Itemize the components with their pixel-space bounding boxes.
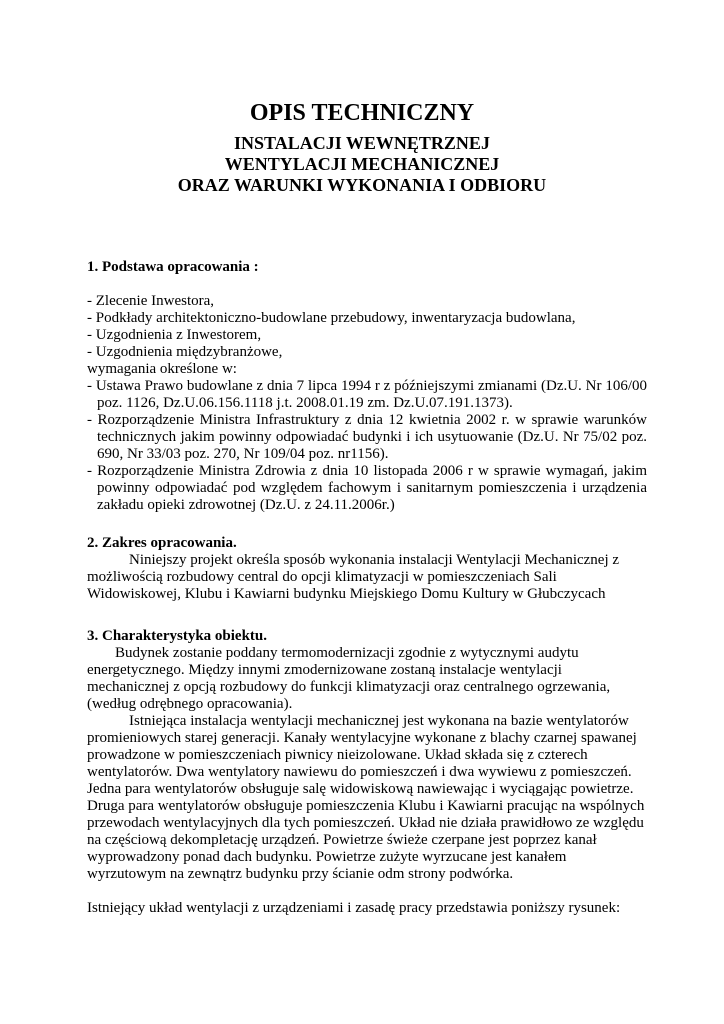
section-1-heading: 1. Podstawa opracowania : (87, 259, 259, 275)
regulation-item: - Rozporządzenie Ministra Infrastruktury z dnia 12 kwietnia 2002 r. w sprawie warunków technicznych jakim powinny odpowiadać budynki i ich usytuowanie (Dz.U. Nr 75/02 poz. 690, Nr 33/03 poz. 270, Nr 109/04 poz. nr1156). (87, 412, 647, 462)
section-1 (87, 259, 647, 514)
section-3-heading: 3. Charakterystyka obiektu. (87, 628, 268, 644)
subtitle-line: WENTYLACJI MECHANICZNEJ (224, 154, 500, 174)
list-item: - Uzgodnienia z Inwestorem, (87, 327, 262, 343)
section-3 (87, 628, 647, 917)
section-2-text: Niniejszy projekt określa sposób wykonania instalacji Wentylacji Mechanicznej z możliwością rozbudowy central do opcji klimatyzacji w pomieszczeniach Sali Widowiskowej, Klubu i Kawiarni budynku Miejskiego Domu Kultury w Głubczycach (87, 552, 620, 602)
regulation-item: - Rozporządzenie Ministra Zdrowia z dnia 10 listopada 2006 r w sprawie wymagań, jakim powinny odpowiadać pod względem fachowym i sanitarnym pomieszczenia i urządzenia zakładu opieki zdrowotnej (Dz.U. z 24.11.2006r.) (87, 463, 647, 513)
document-subtitle (0, 133, 724, 196)
section-2-heading: 2. Zakres opracowania. (87, 535, 237, 551)
list-item: - Podkłady architektoniczno-budowlane przebudowy, inwentaryzacja budowlana, (87, 310, 576, 326)
list-item: - Zlecenie Inwestora, (87, 293, 215, 309)
section-3-paragraph: Budynek zostanie poddany termomodernizacji zgodnie z wytycznymi audytu energetycznego. Między innymi zmodernizowane zostaną instalacje wentylacji mechanicznej z opcją rozbudowy do funkcji klimatyzacji oraz centralnego ogrzewania, (według odrębnego opracowania). (87, 645, 611, 712)
regulation-item: - Ustawa Prawo budowlane z dnia 7 lipca 1994 r z późniejszymi zmianami (Dz.U. Nr 106/00 poz. 1126, Dz.U.06.156.1118 j.t. 2008.01.19 zm. Dz.U.07.191.1373). (87, 378, 647, 411)
list-item: wymagania określone w: (87, 361, 237, 377)
document-title: OPIS TECHNICZNY (249, 100, 475, 126)
subtitle-line: INSTALACJI WEWNĘTRZNEJ (234, 133, 490, 153)
section-2 (87, 535, 647, 603)
subtitle-line: ORAZ WARUNKI WYKONANIA I ODBIORU (177, 175, 547, 195)
section-3-paragraph: Istniejący układ wentylacji z urządzeniami i zasadę pracy przedstawia poniższy rysunek: (87, 900, 621, 916)
section-3-paragraph: Istniejąca instalacja wentylacji mechanicznej jest wykonana na bazie wentylatorów promieniowych starej generacji. Kanały wentylacyjne wykonane z blachy czarnej spawanej prowadzone w pomieszczeniach piwnicy nieizolowane. Układ składa się z czterech wentylatorów. Dwa wentylatory nawiewu do pomieszczeń i dwa wywiewu z pomieszczeń. Jedna para wentylatorów obsługuje salę widowiskową nawiewając i wyciągając powietrze. Druga para wentylatorów obsługuje pomieszczenia Klubu i Kawiarni pracując na wspólnych przewodach wentylacyjnych dla tych pomieszczeń. Układ nie działa prawidłowo ze względu na częściową dekompletację urządzeń. Powietrze świeże czerpane jest poprzez kanał wyprowadzony ponad dach budynku. Powietrze zużyte wyrzucane jest kanałem wyrzutowym na zewnątrz budynku przy ścianie odm strony podwórka. (87, 713, 645, 882)
list-item: - Uzgodnienia międzybranżowe, (87, 344, 283, 360)
